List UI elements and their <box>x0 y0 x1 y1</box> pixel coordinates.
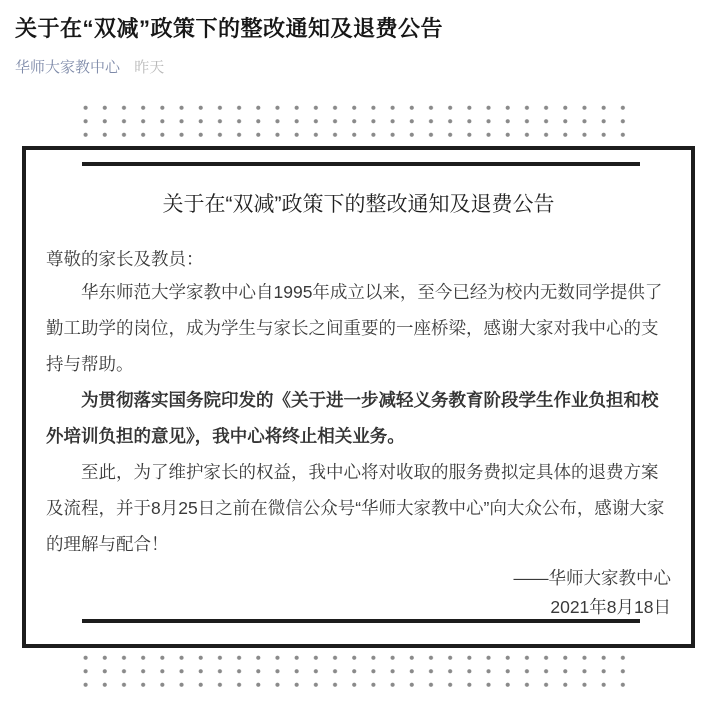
signature-line: ——华师大家教中心 <box>513 568 671 588</box>
notice-title: 关于在“双减”政策下的整改通知及退费公告 <box>162 193 555 216</box>
notice-card <box>22 146 695 648</box>
notice-body <box>46 244 671 622</box>
notice-paragraph-1: 华东师范大学家教中心自1995年成立以来，至今已经为校内无数同学提供了勤工助学的岗位，成为学生与家长之间重要的一座桥梁，感谢大家对我中心的支持与帮助。 <box>46 282 663 374</box>
decorative-rule-top <box>82 162 640 166</box>
account-name-link[interactable]: 华师大家教中心 <box>15 59 121 76</box>
decorative-dots-bottom <box>76 651 636 691</box>
decorative-rule-bottom <box>82 619 640 623</box>
article-meta <box>15 57 698 78</box>
decorative-dots-top <box>76 101 636 141</box>
notice-paragraph-2-bold: 为贯彻落实国务院印发的《关于进一步减轻义务教育阶段学生作业负担和校外培训负担的意见》，我中心将终止相关业务。 <box>46 390 659 446</box>
publish-time: 昨天 <box>134 59 165 76</box>
notice-date: 2021年8月18日 <box>550 597 671 617</box>
article-title: 关于在“双减”政策下的整改通知及退费公告 <box>15 16 444 41</box>
salutation-line: 尊敬的家长及教员： <box>46 249 204 269</box>
notice-paragraph-3: 至此，为了维护家长的权益，我中心将对收取的服务费拟定具体的退费方案及流程，并于8月25日之前在微信公众号“华师大家教中心”向大众公布，感谢大家的理解与配合！ <box>46 462 665 554</box>
